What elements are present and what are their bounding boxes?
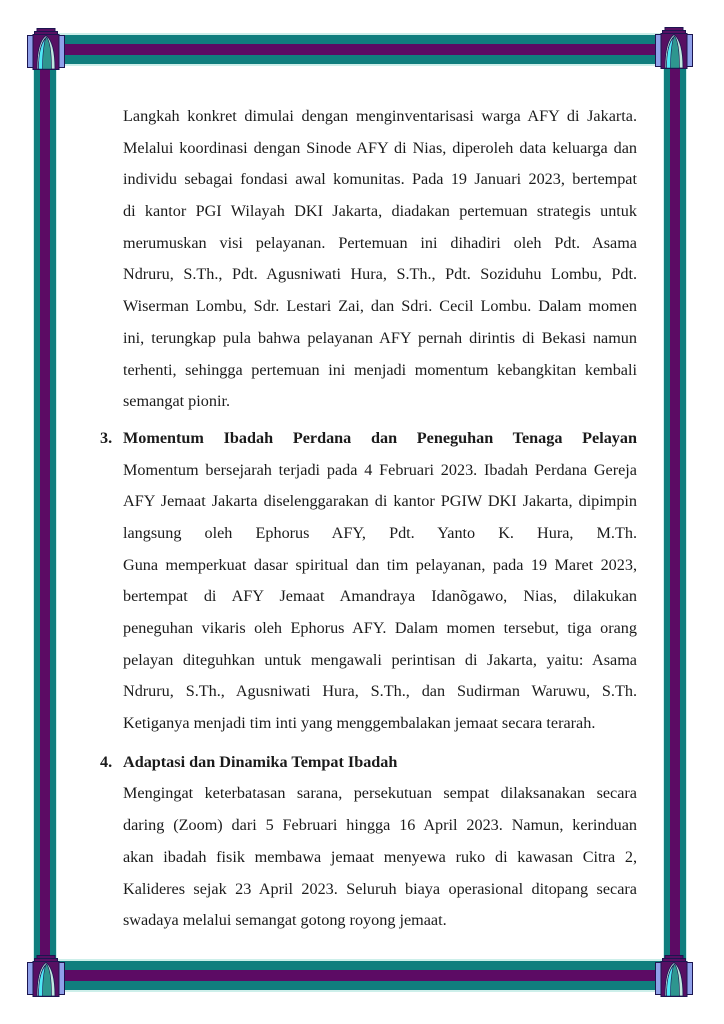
- text-line: Melalui koordinasi dengan Sinode AFY di Nias, diperoleh data keluarga dan: [123, 138, 637, 157]
- list-number-3: 3.: [100, 428, 113, 447]
- item-4-paragraph: [123, 778, 637, 936]
- page-border-bottom: [46, 959, 678, 992]
- document-content: [100, 101, 637, 937]
- gothic-arch-window-icon: [655, 955, 693, 997]
- text-line: merumuskan visi pelayanan. Pertemuan ini dihadiri oleh Pdt. Asama: [123, 233, 637, 252]
- text-line: Mengingat keterbatasan sarana, persekutuan sempat dilaksanakan secara: [123, 784, 637, 803]
- text-line: Guna memperkuat dasar spiritual dan tim pelayanan, pada 19 Maret 2023,: [123, 555, 637, 574]
- text-line: terhenti, sehingga pertemuan ini menjadi momentum kebangkitan kembali: [123, 360, 637, 379]
- text-line: peneguhan vikaris oleh Ephorus AFY. Dalam momen tersebut, tiga orang: [123, 619, 637, 637]
- text-line: daring (Zoom) dari 5 Februari hingga 16 April 2023. Namun, kerinduan: [123, 816, 637, 835]
- gothic-arch-window-icon: [27, 28, 65, 70]
- text-line: Ketiganya menjadi tim inti yang menggembalakan jemaat secara terarah.: [123, 714, 596, 733]
- text-line: di kantor PGI Wilayah DKI Jakarta, diadakan pertemuan strategis untuk: [123, 202, 637, 221]
- text-line: akan ibadah fisik membawa jemaat menyewa ruko di kawasan Citra 2,: [123, 847, 637, 866]
- paragraph-intro: [123, 101, 637, 418]
- text-line: semangat pionir.: [123, 392, 230, 411]
- text-line: Kalideres sejak 23 April 2023. Seluruh biaya operasional ditopang secara: [123, 879, 637, 898]
- page-border-left: [33, 50, 57, 974]
- list-item-3: [100, 423, 637, 740]
- text-line: pelayan diteguhkan untuk mengawali perintisan di Jakarta, yaitu: Asama: [123, 650, 637, 669]
- list-item-3-body: [123, 423, 637, 740]
- item-3-title: Momentum Ibadah Perdana dan Peneguhan Tenaga Pelayan: [123, 428, 637, 447]
- page-border-top: [46, 33, 678, 66]
- text-line: Ndruru, S.Th., Pdt. Agusniwati Hura, S.Th., Pdt. Soziduhu Lombu, Pdt.: [123, 265, 637, 284]
- text-line: ini, terungkap pula bahwa pelayanan AFY pernah dirintis di Bekasi namun: [123, 328, 637, 347]
- item-3-paragraph: [123, 455, 637, 740]
- gothic-arch-window-icon: [27, 955, 65, 997]
- item-4-title: Adaptasi dan Dinamika Tempat Ibadah: [123, 752, 398, 771]
- list-number-4: 4.: [100, 752, 113, 771]
- text-line: bertempat di AFY Jemaat Amandraya Idanõgawo, Nias, dilakukan: [123, 587, 637, 606]
- text-line: Langkah konkret dimulai dengan menginventarisasi warga AFY di Jakarta.: [123, 107, 637, 125]
- text-line: langsung oleh Ephorus AFY, Pdt. Yanto K. Hura, M.Th.: [123, 523, 637, 542]
- text-line: Ndruru, S.Th., Agusniwati Hura, S.Th., dan Sudirman Waruwu, S.Th.: [123, 682, 637, 701]
- page-border-right: [663, 50, 687, 974]
- text-line: Wiserman Lombu, Sdr. Lestari Zai, dan Sdri. Cecil Lombu. Dalam momen: [123, 297, 637, 316]
- list-item-4: [100, 747, 637, 937]
- gothic-arch-window-icon: [655, 27, 693, 69]
- text-line: AFY Jemaat Jakarta diselenggarakan di kantor PGIW DKI Jakarta, dipimpin: [123, 492, 637, 511]
- list-item-4-body: [123, 747, 637, 937]
- text-line: swadaya melalui semangat gotong royong jemaat.: [123, 911, 447, 930]
- text-line: individu sebagai fondasi awal komunitas. Pada 19 Januari 2023, bertempat: [123, 170, 637, 189]
- text-line: Momentum bersejarah terjadi pada 4 Februari 2023. Ibadah Perdana Gereja: [123, 460, 637, 479]
